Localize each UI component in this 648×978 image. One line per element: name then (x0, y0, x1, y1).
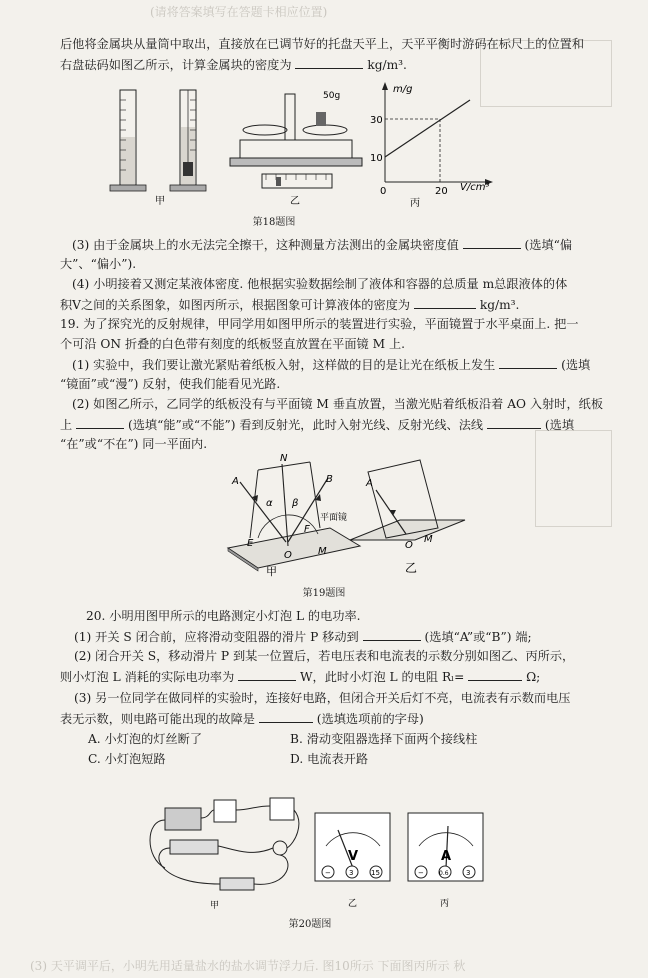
q19-p1-line-2: “镜面”或“漫”) 反射，使我们能看见光路. (60, 377, 281, 391)
q18-line-1: 后他将金属块从量筒中取出，直接放在已调节好的托盘天平上，天平平衡时游码在标尺上的位置和 (60, 37, 585, 51)
q18-p4-text-2: 积V之间的关系图象，如图丙所示，根据图象可计算液体的密度为 (60, 298, 411, 312)
q18-line-2-text: 右盘砝码如图乙所示，计算金属块的密度为 (60, 58, 292, 72)
label-N: N (280, 453, 288, 464)
q19-p1-blank[interactable] (499, 356, 557, 369)
fig19 (200, 450, 480, 580)
q19-p2-on: 上 (60, 418, 73, 432)
weight-label: 50g (323, 91, 341, 101)
q19-p2-line-1 (60, 396, 608, 412)
amp-term-neg: − (418, 869, 424, 877)
graduated-cylinder-1 (110, 90, 146, 191)
q18-p4-unit: kg/m³. (479, 298, 520, 312)
q19-p2-blank-2[interactable] (487, 416, 541, 429)
circuit-rheostat (170, 840, 218, 854)
fig19-yi (350, 460, 465, 540)
fig18-label-jia: 甲 (155, 196, 165, 207)
q19-p2-line-3: “在”或“不在”) 同一平面内. (60, 437, 208, 451)
weight-50g (316, 112, 326, 126)
q20-option-a[interactable]: A. 小灯泡的灯丝断了 (88, 732, 203, 746)
fig20-label-bing: 丙 (440, 899, 450, 909)
amp-term-06: 0.6 (439, 870, 449, 877)
q20-p2-text: 则小灯泡 L 消耗的实际电功率为 (60, 670, 235, 684)
graph-tick-x0: 0 (380, 186, 387, 197)
label-alpha: α (266, 498, 273, 509)
q19-p1-text: (1) 实验中，我们要让激光紧贴着纸板入射，这样做的目的是让光在纸板上发生 (72, 358, 496, 372)
fig19-caption: 第19题图 (302, 588, 346, 599)
label-beta: β (292, 498, 299, 509)
fig18-label-bing: 丙 (410, 198, 420, 209)
volt-term-neg: − (325, 869, 331, 877)
amp-term-3: 3 (466, 869, 471, 877)
fig18 (80, 82, 520, 212)
q20-p3-line-1: (3) 另一位同学在做同样的实验时，连接好电路，但闭合开关后灯不亮，电流表有示数而电压 (74, 691, 571, 705)
graph-xlabel: V/cm³ (460, 182, 490, 193)
q20-p1-choice: (选填“A”或“B”) 端; (424, 630, 532, 644)
q20-p3-text: 表无示数，则电路可能出现的故障是 (60, 712, 255, 726)
q20-p2-resistance: W，此时小灯泡 L 的电阻 Rₗ= (300, 670, 465, 684)
q18-p3-line-2: 大”、“偏小”). (60, 257, 137, 271)
voltmeter-symbol: V (348, 849, 359, 864)
q20-option-d[interactable]: D. 电流表开路 (290, 752, 369, 766)
volt-term-15: 15 (371, 869, 380, 877)
q20-p2-line-2 (60, 668, 608, 685)
q20-p3-choice: (选填选项前的字母) (316, 712, 424, 726)
q20-p1-blank[interactable] (363, 628, 421, 641)
q18-p3-blank[interactable] (463, 236, 521, 249)
q20-p3-line-2 (60, 710, 608, 727)
q18-p4-line-2 (60, 296, 608, 313)
q18-p4-line-1 (60, 276, 608, 292)
fig19-label-jia: 甲 (266, 565, 277, 578)
q20-p1 (74, 628, 608, 645)
label-E: E (247, 538, 254, 549)
fig20-caption: 第20题图 (288, 919, 332, 930)
q18-p3-text: (3) 由于金属块上的水无法完全擦干，这种测量方法测出的金属块密度值 (72, 238, 459, 252)
mass-volume-graph (382, 82, 493, 185)
q18-line-2-unit: kg/m³. (367, 58, 407, 72)
q18-density-blank[interactable] (295, 56, 363, 69)
balance-scale (230, 94, 362, 188)
incident-ray (240, 482, 286, 542)
ammeter-symbol: A (441, 849, 452, 864)
label-B: B (326, 474, 333, 485)
volt-term-3: 3 (349, 869, 354, 877)
q20-resistance-blank[interactable] (468, 668, 522, 681)
q20-option-b[interactable]: B. 滑动变阻器选择下面两个接线柱 (290, 732, 478, 746)
circuit-lamp (273, 841, 287, 855)
q19-p2-choice: (选填 (544, 418, 575, 432)
label-O: O (284, 550, 292, 561)
graph-tick-y30: 30 (370, 115, 383, 126)
q18-p3-line-1 (60, 236, 608, 253)
label-M: M (318, 546, 327, 557)
q20-power-blank[interactable] (238, 668, 296, 681)
yi-label-O: O (405, 540, 413, 551)
label-F: F (304, 524, 310, 535)
q20-line-1: 20. 小明用图甲所示的电路测定小灯泡 L 的电功率. (86, 609, 361, 623)
label-mirror: 平面镜 (320, 513, 348, 523)
ghost-banner: (请将答案填写在答题卡相应位置) (150, 5, 328, 19)
q18-p4-text: (4) 小明接着又测定某液体密度. 他根据实验数据绘制了液体和容器的总质量 m总跟液体的体 (72, 277, 568, 291)
fig18-caption: 第18题图 (252, 217, 296, 228)
circuit-ammeter (214, 800, 236, 822)
graph-tick-x20: 20 (435, 186, 448, 197)
graduated-cylinder-2 (170, 90, 206, 191)
q19-line-2: 个可沿 ON 折叠的白色带有刻度的纸板竖直放置在平面镜 M 上. (60, 337, 406, 351)
yi-label-A: A (366, 478, 373, 489)
graph-tick-y10: 10 (370, 153, 383, 164)
graph-ylabel: m/g (393, 84, 413, 95)
ghost-footer: (3) 天平调平后，小明先用适量盐水的盐水调节浮力后. 图10所示 下面图丙所示 秋 (30, 959, 466, 973)
q19-p1-choice: (选填 (561, 358, 591, 372)
yi-label-M: M (424, 534, 433, 545)
q18-p3-choice: (选填“偏 (524, 238, 573, 252)
circuit-switch (220, 878, 254, 890)
fig18-label-yi: 乙 (290, 196, 300, 207)
q19-p2-text: (2) 如图乙所示，乙同学的纸板没有与平面镜 M 垂直放置，当激光贴着纸板沿着 AO 入射时，纸板 (72, 397, 604, 411)
q20-p1-text: (1) 开关 S 闭合前，应将滑动变阻器的滑片 P 移动到 (74, 630, 359, 644)
q18-line-2 (60, 56, 608, 73)
circuit-voltmeter (270, 798, 294, 820)
fig20 (130, 788, 530, 916)
q20-p2-unit: Ω; (526, 670, 541, 684)
q19-p2-blank-1[interactable] (76, 416, 124, 429)
q20-option-c[interactable]: C. 小灯泡短路 (88, 752, 166, 766)
q19-p1-line-1 (60, 356, 608, 373)
q20-p2-line-1: (2) 闭合开关 S，移动滑片 P 到某一位置后，若电压表和电流表的示数分别如图乙、丙所示， (74, 649, 575, 663)
normal-line-ON (282, 464, 288, 546)
q19-p2-line-2 (60, 416, 608, 433)
label-A: A (232, 476, 239, 487)
fig20-label-yi: 乙 (348, 899, 358, 909)
q19-line-1: 19. 为了探究光的反射规律，甲同学用如图甲所示的装置进行实验，平面镜置于水平桌面上. 把一 (60, 317, 579, 331)
circuit-diagram (150, 798, 299, 890)
q20-fault-blank[interactable] (259, 710, 313, 723)
fig19-label-yi: 乙 (405, 561, 418, 575)
graph-line (385, 100, 470, 157)
q19-p2-text-2: (选填“能”或“不能”) 看到反射光，此时入射光线、反射光线、法线 (127, 418, 484, 432)
circuit-battery (165, 808, 201, 830)
fig20-label-jia: 甲 (210, 901, 220, 911)
q18-p4-blank[interactable] (414, 296, 476, 309)
